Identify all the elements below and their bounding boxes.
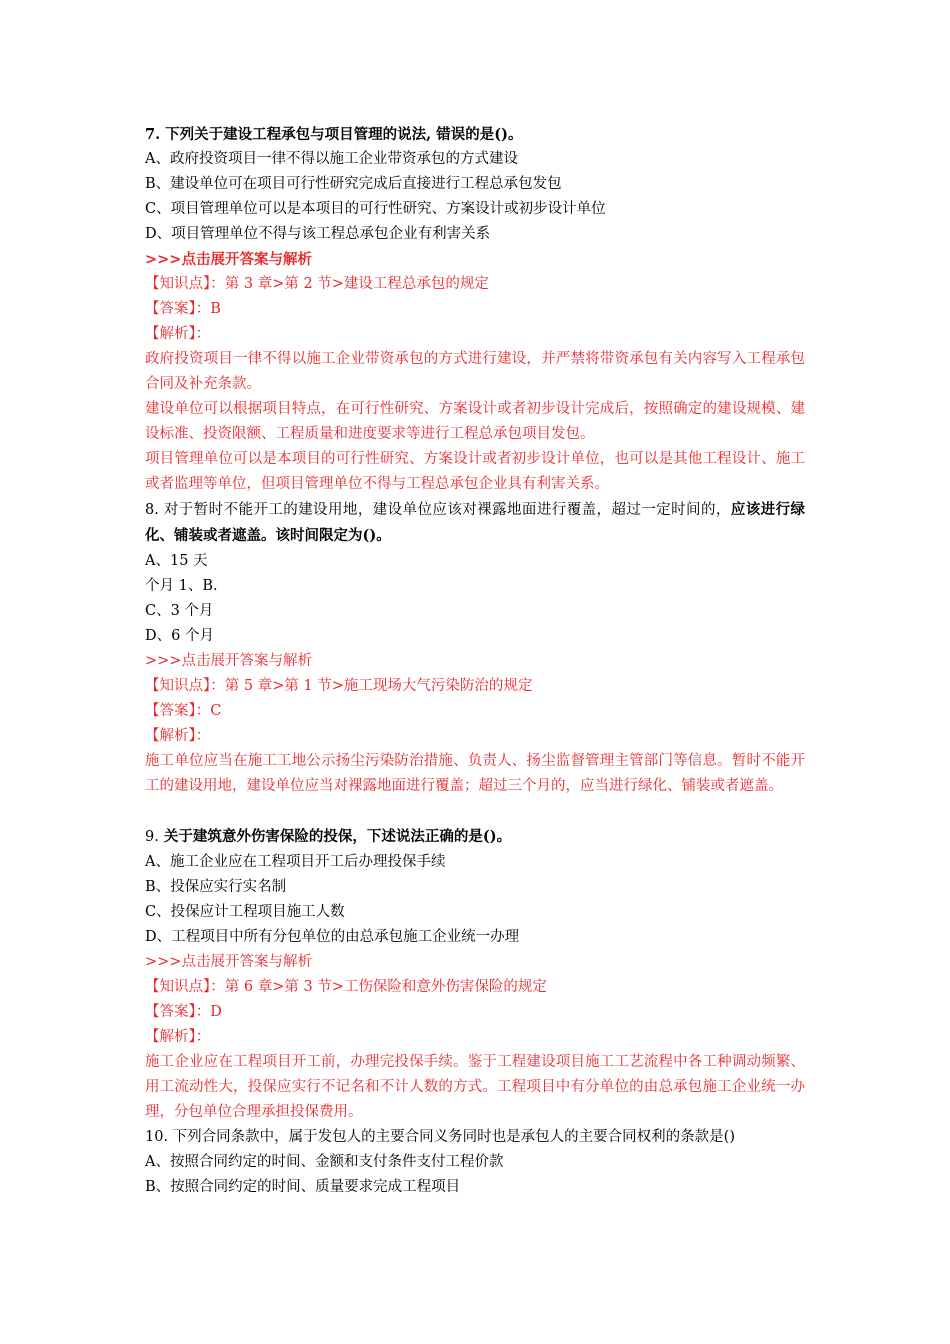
question-9-stem xyxy=(145,824,805,850)
question-9-option-c: C、投保应计工程项目施工人数 xyxy=(145,904,345,920)
question-8-knowledge-point: 【知识点】：第 5 章>第 1 节>施工现场大气污染防治的规定 xyxy=(145,678,533,694)
question-10-option-a: A、按照合同约定的时间、金额和支付条件支付工程价款 xyxy=(145,1154,504,1170)
question-7-analysis-paragraph: 政府投资项目一律不得以施工企业带资承包的方式进行建设，并严禁将带资承包有关内容写入工程承包合同及补充条款。 xyxy=(145,351,805,392)
question-7-option-a: A、政府投资项目一律不得以施工企业带资承包的方式建设 xyxy=(145,151,518,167)
question-8-option-c: C、3 个月 xyxy=(145,603,214,619)
question-9-analysis-label: 【解析】： xyxy=(145,1029,211,1045)
question-10-stem: 10. 下列合同条款中，属于发包人的主要合同义务同时也是承包人的主要合同权利的条款是() xyxy=(145,1129,735,1145)
question-9-analysis-paragraph: 施工企业应在工程项目开工前，办理完投保手续。鉴于工程建设项目施工工艺流程中各工种调动频繁、用工流动性大，投保应实行不记名和不计人数的方式。工程项目中有分单位的由总承包施工企业统一办理，分包单位合理承担投保费用。 xyxy=(145,1054,805,1120)
question-10-option-b: B、按照合同约定的时间、质量要求完成工程项目 xyxy=(145,1179,461,1195)
document-body xyxy=(145,122,805,1200)
question-7-analysis-paragraph: 项目管理单位可以是本项目的可行性研究、方案设计或者初步设计单位，也可以是其他工程设计、施工或者监理等单位，但项目管理单位不得与工程总承包企业具有利害关系。 xyxy=(145,451,805,492)
question-7-option-d: D、项目管理单位不得与该工程总承包企业有利害关系 xyxy=(145,226,491,242)
question-7-knowledge-point: 【知识点】：第 3 章>第 2 节>建设工程总承包的规定 xyxy=(145,276,489,292)
question-8-stem xyxy=(145,497,805,549)
question-8-stem-bold: 应该进行绿化、铺装或者遮盖。该时间限定为()。 xyxy=(145,501,805,544)
question-7-option-b: B、建设单位可在项目可行性研究完成后直接进行工程总承包发包 xyxy=(145,176,562,192)
section-spacer xyxy=(145,799,805,824)
question-9-answer: 【答案】：D xyxy=(145,1004,222,1020)
question-8-expand-link[interactable]: >>>点击展开答案与解析 xyxy=(145,653,312,669)
question-7-analysis-paragraph: 建设单位可以根据项目特点，在可行性研究、方案设计或者初步设计完成后，按照确定的建设规模、建设标准、投资限额、工程质量和进度要求等进行工程总承包项目发包。 xyxy=(145,401,805,442)
question-9-option-d: D、工程项目中所有分包单位的由总承包施工企业统一办理 xyxy=(145,929,520,945)
question-8-option-b: 个月 1、B. xyxy=(145,578,218,594)
question-7-option-c: C、项目管理单位可以是本项目的可行性研究、方案设计或初步设计单位 xyxy=(145,201,606,217)
question-8-answer: 【答案】：C xyxy=(145,703,222,719)
question-8-stem-text: 8. 对于暂时不能开工的建设用地，建设单位应该对裸露地面进行覆盖，超过一定时间的， xyxy=(145,502,731,518)
question-9-knowledge-point: 【知识点】：第 6 章>第 3 节>工伤保险和意外伤害保险的规定 xyxy=(145,979,547,995)
question-9-number: 9. xyxy=(145,829,159,845)
question-9-option-a: A、施工企业应在工程项目开工后办理投保手续 xyxy=(145,854,446,870)
question-9-expand-link[interactable]: >>>点击展开答案与解析 xyxy=(145,954,312,970)
question-7-analysis-label: 【解析】： xyxy=(145,326,211,342)
question-7-answer: 【答案】：B xyxy=(145,301,221,317)
question-9-option-b: B、投保应实行实名制 xyxy=(145,879,287,895)
question-8-analysis-paragraph: 施工单位应当在施工工地公示扬尘污染防治措施、负责人、扬尘监督管理主管部门等信息。暂时不能开工的建设用地，建设单位应当对裸露地面进行覆盖；超过三个月的，应当进行绿化、铺装或者遮盖。 xyxy=(145,753,805,794)
question-8-analysis-label: 【解析】： xyxy=(145,728,211,744)
question-9-stem-bold: 关于建筑意外伤害保险的投保，下述说法正确的是()。 xyxy=(158,828,512,845)
question-7-stem: 7. 下列关于建设工程承包与项目管理的说法, 错误的是()。 xyxy=(145,126,523,143)
question-8-option-d: D、6 个月 xyxy=(145,628,214,644)
question-7-expand-link[interactable]: >>>点击展开答案与解析 xyxy=(145,251,312,268)
question-8-option-a: A、15 天 xyxy=(145,553,208,569)
